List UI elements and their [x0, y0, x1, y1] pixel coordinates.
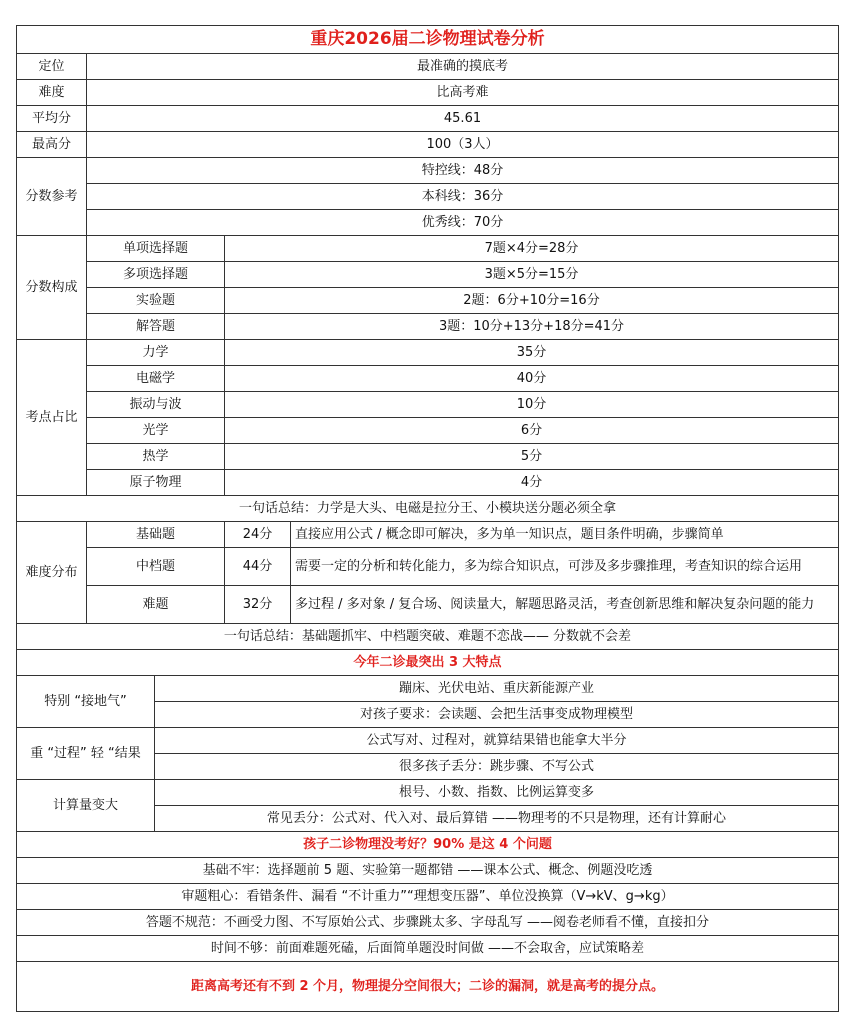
topic-name: 热学: [87, 444, 225, 470]
topic-name: 电磁学: [87, 366, 225, 392]
table-row: [17, 314, 839, 340]
row-label: 平均分: [17, 106, 87, 132]
difficulty-level: 基础题: [87, 522, 225, 548]
analysis-sheet: [16, 25, 838, 1012]
question-score: 2题：6分+10分=16分: [225, 288, 839, 314]
feature-label: 计算量变大: [17, 780, 155, 832]
topic-name: 振动与波: [87, 392, 225, 418]
difficulty-desc: 直接应用公式 / 概念即可解决，多为单一知识点，题目条件明确，步骤简单: [291, 522, 839, 548]
score-ref-item: 优秀线：70分: [87, 210, 839, 236]
difficulty-level: 中档题: [87, 548, 225, 586]
score-ref-item: 特控线：48分: [87, 158, 839, 184]
difficulty-score: 24分: [225, 522, 291, 548]
row-label: 最高分: [17, 132, 87, 158]
page-title: 重庆2026届二诊物理试卷分析: [17, 26, 839, 54]
difficulty-level: 难题: [87, 586, 225, 624]
table-row: [17, 910, 839, 936]
table-row: [17, 392, 839, 418]
topic-score: 40分: [225, 366, 839, 392]
topic-score: 4分: [225, 470, 839, 496]
table-row: [17, 884, 839, 910]
feature-line: 对孩子要求：会读题、会把生活事变成物理模型: [155, 702, 839, 728]
table-row: [17, 210, 839, 236]
table-row: [17, 184, 839, 210]
topic-score: 10分: [225, 392, 839, 418]
difficulty-score: 44分: [225, 548, 291, 586]
topic-score: 6分: [225, 418, 839, 444]
table-row: [17, 676, 839, 702]
table-row: [17, 548, 839, 586]
difficulty-desc: 需要一定的分析和转化能力，多为综合知识点，可涉及多步骤推理，考查知识的综合运用: [291, 548, 839, 586]
table-row: [17, 288, 839, 314]
topic-score: 35分: [225, 340, 839, 366]
feature-label: 特别 “接地气”: [17, 676, 155, 728]
topic-score: 5分: [225, 444, 839, 470]
topic-name: 光学: [87, 418, 225, 444]
table-row: [17, 522, 839, 548]
table-row: [17, 444, 839, 470]
composition-label: 分数构成: [17, 236, 87, 340]
problems-heading: 孩子二诊物理没考好？90% 是这 4 个问题: [17, 832, 839, 858]
row-value: 比高考难: [87, 80, 839, 106]
row-value: 45.61: [87, 106, 839, 132]
table-row: [17, 962, 839, 1012]
table-row: [17, 470, 839, 496]
difficulty-desc: 多过程 / 多对象 / 复合场、阅读量大，解题思路灵活，考查创新思维和解决复杂问题的能力: [291, 586, 839, 624]
feature-label: 重 “过程” 轻 “结果: [17, 728, 155, 780]
table-row: [17, 586, 839, 624]
problem-item: 答题不规范：不画受力图、不写原始公式、步骤跳太多、字母乱写 ——阅卷老师看不懂，直接扣分: [17, 910, 839, 936]
table-row: [17, 132, 839, 158]
features-heading: 今年二诊最突出 3 大特点: [17, 650, 839, 676]
question-type: 单项选择题: [87, 236, 225, 262]
question-score: 3题：10分+13分+18分=41分: [225, 314, 839, 340]
row-label: 难度: [17, 80, 87, 106]
question-type: 解答题: [87, 314, 225, 340]
table-row: [17, 780, 839, 806]
footer-note: 距离高考还有不到 2 个月，物理提分空间很大；二诊的漏洞，就是高考的提分点。: [17, 962, 839, 1012]
topic-name: 原子物理: [87, 470, 225, 496]
difficulty-summary: 一句话总结：基础题抓牢、中档题突破、难题不恋战—— 分数就不会差: [17, 624, 839, 650]
table-row: [17, 624, 839, 650]
row-value: 100（3人）: [87, 132, 839, 158]
row-label: 定位: [17, 54, 87, 80]
difficulty-label: 难度分布: [17, 522, 87, 624]
table-row: [17, 650, 839, 676]
table-row: [17, 158, 839, 184]
topics-summary: 一句话总结：力学是大头、电磁是拉分王、小模块送分题必须全拿: [17, 496, 839, 522]
table-row: [17, 54, 839, 80]
table-row: [17, 236, 839, 262]
problem-item: 审题粗心：看错条件、漏看 “不计重力”“理想变压器”、单位没换算（V→kV、g→kg）: [17, 884, 839, 910]
question-score: 3题×5分=15分: [225, 262, 839, 288]
score-ref-label: 分数参考: [17, 158, 87, 236]
question-score: 7题×4分=28分: [225, 236, 839, 262]
table-row: [17, 340, 839, 366]
table-row: [17, 832, 839, 858]
analysis-table: [16, 25, 839, 1012]
row-value: 最准确的摸底考: [87, 54, 839, 80]
question-type: 实验题: [87, 288, 225, 314]
difficulty-score: 32分: [225, 586, 291, 624]
table-row: [17, 262, 839, 288]
score-ref-item: 本科线：36分: [87, 184, 839, 210]
question-type: 多项选择题: [87, 262, 225, 288]
topics-label: 考点占比: [17, 340, 87, 496]
topic-name: 力学: [87, 340, 225, 366]
table-row: [17, 106, 839, 132]
table-row: [17, 418, 839, 444]
feature-line: 常见丢分：公式对、代入对、最后算错 ——物理考的不只是物理，还有计算耐心: [155, 806, 839, 832]
table-row: [17, 80, 839, 106]
table-row: [17, 858, 839, 884]
table-row: [17, 936, 839, 962]
table-row: [17, 496, 839, 522]
feature-line: 公式写对、过程对，就算结果错也能拿大半分: [155, 728, 839, 754]
feature-line: 很多孩子丢分：跳步骤、不写公式: [155, 754, 839, 780]
table-row: [17, 728, 839, 754]
problem-item: 基础不牢：选择题前 5 题、实验第一题都错 ——课本公式、概念、例题没吃透: [17, 858, 839, 884]
feature-line: 蹦床、光伏电站、重庆新能源产业: [155, 676, 839, 702]
feature-line: 根号、小数、指数、比例运算变多: [155, 780, 839, 806]
problem-item: 时间不够：前面难题死磕，后面简单题没时间做 ——不会取舍，应试策略差: [17, 936, 839, 962]
table-row: [17, 366, 839, 392]
